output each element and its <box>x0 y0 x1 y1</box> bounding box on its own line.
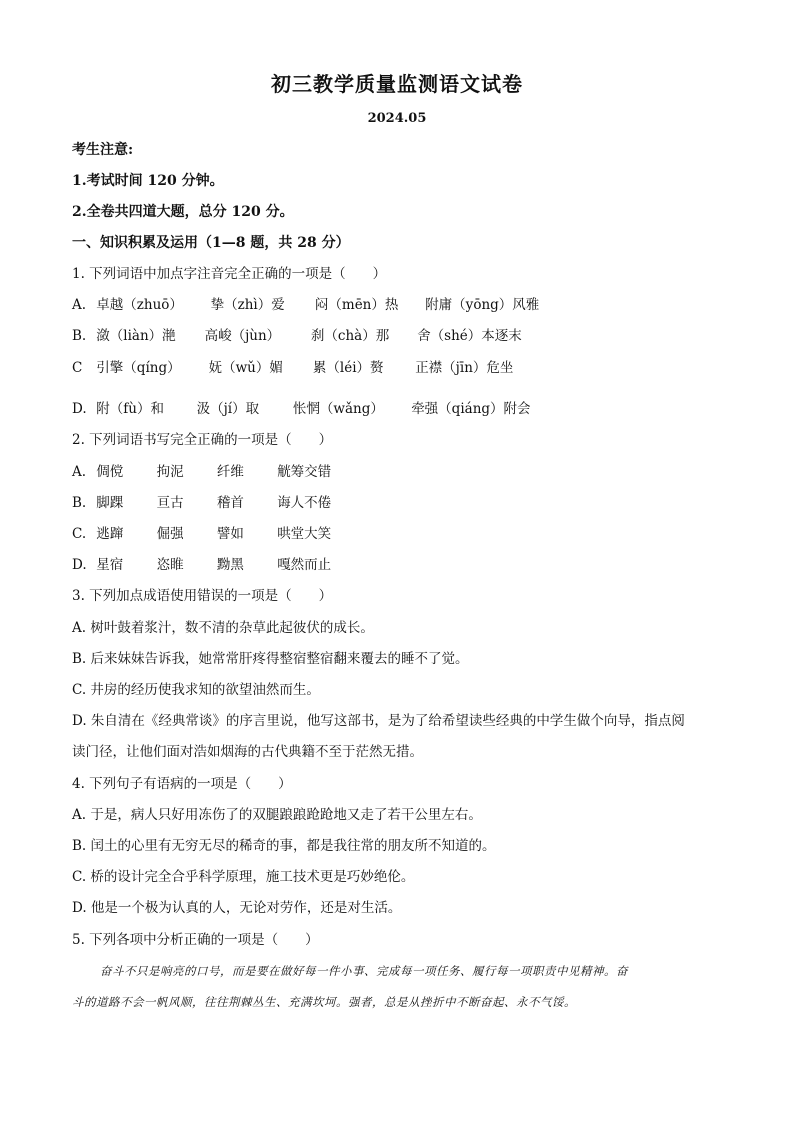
option-word: 脚踝 <box>96 495 124 511</box>
exam-title: 初三教学质量监测语文试卷 <box>271 72 523 96</box>
option-word: 潋（liàn）滟 <box>96 328 176 344</box>
option-word: 亘古 <box>156 495 184 511</box>
q1-option-b <box>72 326 732 346</box>
option-word: 汲（jí）取 <box>196 401 260 417</box>
q1-option-c <box>72 358 732 378</box>
q3-option-c: C. 井房的经历使我求知的欲望油然而生。 <box>72 682 320 698</box>
q4-option-c: C. 桥的设计完全合乎科学原理，施工技术更是巧妙绝伦。 <box>72 869 415 885</box>
option-word: 累（léi）赘 <box>312 360 384 376</box>
q5-stem: 5. 下列各项中分析正确的一项是（ ） <box>72 932 319 948</box>
option-label: A. <box>72 297 87 313</box>
option-word: 正襟（jīn）危坐 <box>415 360 514 376</box>
option-word: 高峻（jùn） <box>204 328 281 344</box>
option-word: 逃蹿 <box>96 526 124 542</box>
q1-option-d <box>72 399 732 419</box>
option-word: 纤维 <box>216 464 244 480</box>
option-word: 恣睢 <box>156 557 184 573</box>
q1-stem: 1. 下列词语中加点字注音完全正确的一项是（ ） <box>72 266 387 282</box>
q2-option-b <box>72 493 732 513</box>
option-word: 附庸（yōng）风雅 <box>425 297 540 313</box>
option-word: 诲人不倦 <box>277 495 332 511</box>
q4-option-b: B. 闰土的心里有无穷无尽的稀奇的事，都是我往常的朋友所不知道的。 <box>72 838 496 854</box>
option-word: 卓越（zhuō） <box>96 297 183 313</box>
option-word: 舍（shé）本逐末 <box>417 328 522 344</box>
option-word: 引擎（qíng） <box>96 360 181 376</box>
q4-option-a: A. 于是，病人只好用冻伤了的双腿踉踉跄跄地又走了若干公里左右。 <box>72 807 482 823</box>
q3-option-d: D. 朱自清在《经典常谈》的序言里说，他写这部书，是为了给希望读些经典的中学生做个向导，指点阅 <box>72 713 685 729</box>
option-label: C <box>72 360 83 376</box>
q5-passage-line-2: 斗的道路不会一帆风顺，往往荆棘丛生、充满坎坷。强者，总是从挫折中不断奋起、永不气馁。 <box>72 995 576 1009</box>
q3-option-a: A. 树叶鼓着浆汁，数不清的杂草此起彼伏的成长。 <box>72 620 374 636</box>
option-word: 星宿 <box>96 557 124 573</box>
option-label: D. <box>72 557 87 573</box>
option-word: 倜傥 <box>96 464 124 480</box>
option-word: 觥筹交错 <box>277 464 332 480</box>
option-word: 挚（zhì）爱 <box>210 297 285 313</box>
option-word: 黝黑 <box>216 557 244 573</box>
q2-option-a <box>72 462 732 482</box>
option-word: 刹（chà）那 <box>310 328 390 344</box>
q1-option-a <box>72 295 732 315</box>
notice-heading: 考生注意: <box>72 142 134 158</box>
exam-date: 2024.05 <box>367 111 427 126</box>
q2-option-c <box>72 524 732 544</box>
q3-stem: 3. 下列加点成语使用错误的一项是（ ） <box>72 588 333 604</box>
option-word: 倔强 <box>156 526 184 542</box>
q3-option-d-continued: 读门径，让他们面对浩如烟海的古代典籍不至于茫然无措。 <box>72 744 423 760</box>
option-label: B. <box>72 328 87 344</box>
notice-item-2: 2.全卷共四道大题，总分 120 分。 <box>72 204 294 220</box>
option-word: 怅惘（wǎng） <box>292 401 384 417</box>
option-word: 附（fù）和 <box>96 401 164 417</box>
q4-stem: 4. 下列句子有语病的一项是（ ） <box>72 776 292 792</box>
q3-option-b: B. 后来妹妹告诉我，她常常肝疼得整宿整宿翻来覆去的睡不了觉。 <box>72 651 469 667</box>
q5-passage-line-1: 奋斗不只是响亮的口号，而是要在做好每一件小事、完成每一项任务、履行每一项职责中见精神。奋 <box>100 964 628 978</box>
notice-item-1: 1.考试时间 120 分钟。 <box>72 173 224 189</box>
option-label: B. <box>72 495 87 511</box>
option-label: D. <box>72 401 87 417</box>
section-heading: 一、知识积累及运用（1—8 题，共 28 分） <box>72 235 350 251</box>
option-word: 妩（wǔ）媚 <box>208 360 283 376</box>
option-word: 嘎然而止 <box>277 557 332 573</box>
option-word: 牵强（qiáng）附会 <box>411 401 531 417</box>
q4-option-d: D. 他是一个极为认真的人，无论对劳作，还是对生活。 <box>72 900 402 916</box>
option-label: C. <box>72 526 87 542</box>
option-word: 譬如 <box>216 526 244 542</box>
q2-stem: 2. 下列词语书写完全正确的一项是（ ） <box>72 432 333 448</box>
option-word: 拘泥 <box>156 464 184 480</box>
q2-option-d <box>72 555 732 575</box>
option-label: A. <box>72 464 87 480</box>
option-word: 闷（mēn）热 <box>314 297 399 313</box>
option-word: 稽首 <box>216 495 244 511</box>
option-word: 哄堂大笑 <box>277 526 332 542</box>
